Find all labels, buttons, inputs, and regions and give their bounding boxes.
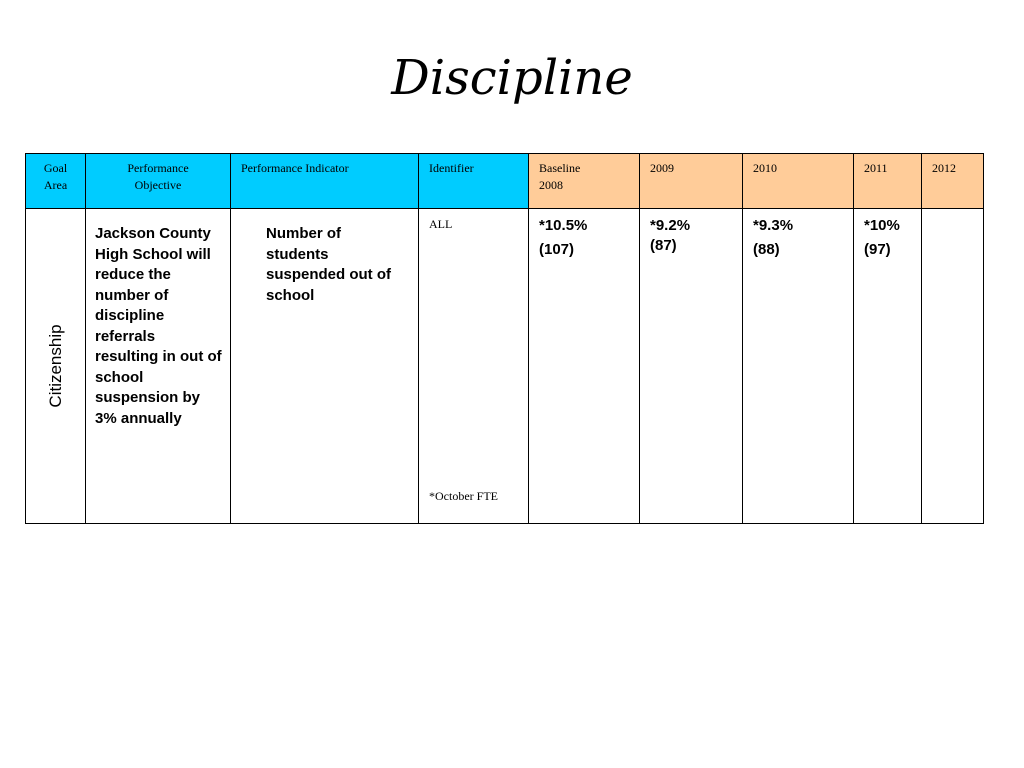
header-2012-label: 2012: [932, 161, 956, 175]
slide-title: Discipline: [391, 50, 633, 106]
percent-2009: *9.2%: [650, 217, 691, 234]
header-objective-line1: Performance: [127, 161, 189, 175]
baseline-count: (107): [539, 241, 575, 258]
header-identifier: [419, 154, 529, 209]
header-goal-area-line1: Goal: [43, 161, 68, 175]
identifier-note: *October FTE: [429, 489, 498, 503]
header-2010-label: 2010: [753, 161, 777, 175]
count-2010: (88): [753, 241, 780, 258]
header-2012: [922, 154, 984, 209]
count-2009: (87): [650, 237, 677, 254]
baseline-percent: *10.5%: [539, 217, 588, 234]
header-2009: [640, 154, 743, 209]
identifier-cell: [419, 209, 529, 524]
header-indicator-label: Performance Indicator: [241, 161, 349, 175]
values-2010: [743, 209, 853, 260]
values-2009: [640, 209, 742, 256]
goal-area-cell: [26, 209, 86, 524]
indicator-cell: [231, 209, 419, 524]
identifier-all: ALL: [429, 217, 453, 231]
values-2012: [922, 209, 983, 216]
header-performance-objective: [86, 154, 231, 209]
indicator-text: Number of students suspended out of school: [266, 225, 391, 304]
header-baseline-line2: 2008: [539, 178, 563, 192]
values-2011: [854, 209, 921, 260]
count-2011: (97): [864, 241, 891, 258]
header-goal-area-line2: Area: [43, 178, 68, 192]
value-2011-cell: [854, 209, 922, 524]
objective-cell: [86, 209, 231, 524]
value-2012-cell: [922, 209, 984, 524]
objective-text: Jackson County High School will reduce the number of discipline referrals resulting in out of school suspension by 3% annually: [95, 225, 222, 427]
header-2010: [743, 154, 854, 209]
percent-2011: *10%: [864, 217, 900, 234]
header-2011: [854, 154, 922, 209]
value-2009-cell: [640, 209, 743, 524]
value-2010-cell: [743, 209, 854, 524]
percent-2010: *9.3%: [753, 217, 794, 234]
header-objective-line2: Objective: [134, 178, 182, 192]
header-row: [26, 154, 984, 209]
table-row: [26, 209, 984, 524]
header-identifier-label: Identifier: [429, 161, 474, 175]
header-2009-label: 2009: [650, 161, 674, 175]
baseline-values: [529, 209, 639, 260]
header-goal-area: [26, 154, 86, 209]
header-2011-label: 2011: [864, 161, 888, 175]
header-baseline-line1: Baseline: [539, 161, 581, 175]
goal-area-text: Citizenship: [45, 324, 65, 408]
header-baseline: [529, 154, 640, 209]
baseline-cell: [529, 209, 640, 524]
header-performance-indicator: [231, 154, 419, 209]
discipline-table: [25, 153, 984, 524]
